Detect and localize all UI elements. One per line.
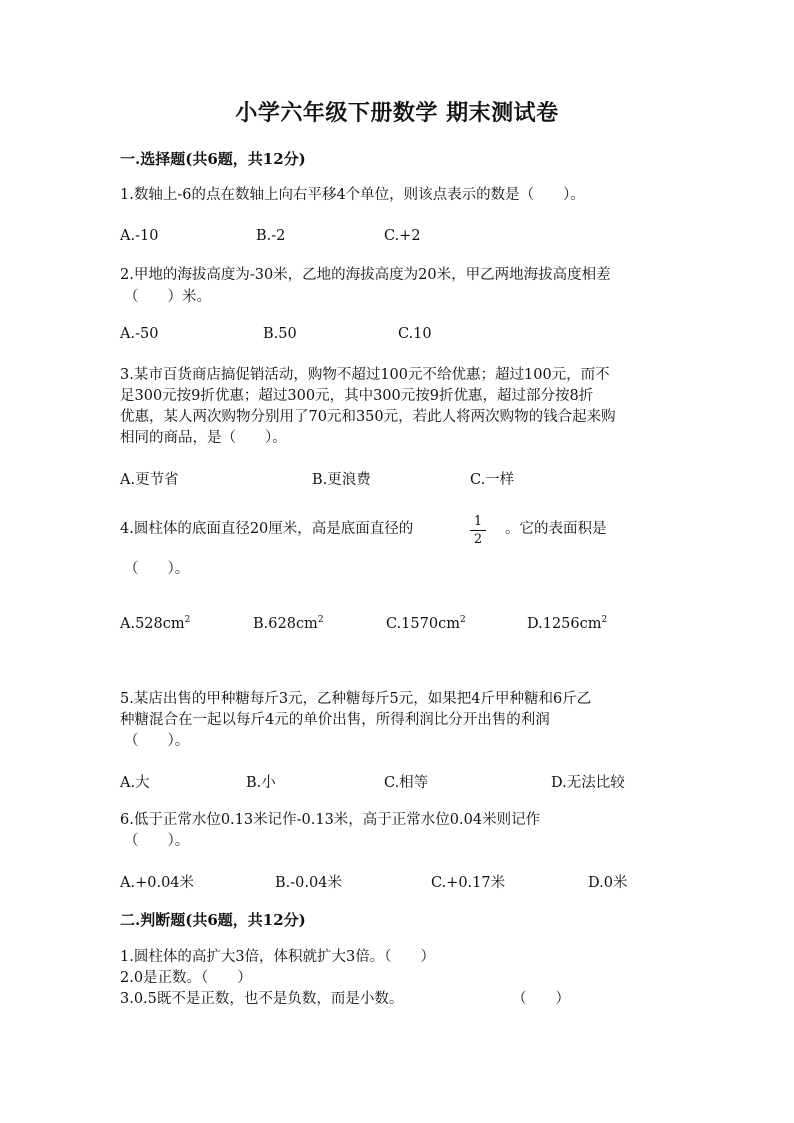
q4-option-c <box>386 616 466 632</box>
question-3-line-4: 相同的商品，是（ ）。 <box>120 430 287 446</box>
q4-option-a <box>120 616 190 632</box>
question-3-line-3: 优惠，某人两次购物分别用了70元和350元，若此人将两次购物的钱合起来购 <box>120 409 616 425</box>
q5-option-b: B.小 <box>246 775 276 791</box>
section-heading-judgement: 二.判断题(共6题，共12分) <box>120 911 306 929</box>
question-5-line-1: 5.某店出售的甲种糖每斤3元，乙种糖每斤5元，如果把4斤甲种糖和6斤乙 <box>120 691 592 707</box>
question-6-line-1: 6.低于正常水位0.13米记作-0.13米，高于正常水位0.04米则记作 <box>120 812 541 828</box>
fraction-denominator: 2 <box>473 532 483 547</box>
q6-option-c: C.+0.17米 <box>431 875 506 891</box>
q5-option-d: D.无法比较 <box>551 775 625 791</box>
fraction-bar <box>470 530 486 531</box>
q4-option-d-exponent: 2 <box>601 615 608 626</box>
q3-option-a: A.更节省 <box>120 472 179 488</box>
judgement-item-2: 2.0是正数。（ ） <box>120 970 252 986</box>
section-heading-choice: 一.选择题(共6题，共12分) <box>120 150 306 168</box>
judgement-item-1: 1.圆柱体的高扩大3倍，体积就扩大3倍。（ ） <box>120 949 436 965</box>
question-4-text-before: 4.圆柱体的底面直径20厘米，高是底面直径的 <box>120 521 414 537</box>
question-2-line-2: （ ）米。 <box>124 289 211 305</box>
q3-option-b: B.更浪费 <box>312 472 371 488</box>
q4-option-a-exponent: 2 <box>184 615 191 626</box>
question-5-line-2: 种糖混合在一起以每斤4元的单价出售，所得利润比分开出售的利润 <box>120 712 550 728</box>
judgement-item-3: 3.0.5既不是正数，也不是负数，而是小数。 <box>120 991 404 1007</box>
q1-option-a: A.-10 <box>120 228 159 244</box>
question-6-line-2: （ ）。 <box>124 833 190 849</box>
q2-option-c: C.10 <box>398 326 432 342</box>
q6-option-b: B.-0.04米 <box>275 875 342 891</box>
fraction-numerator: 1 <box>473 514 483 529</box>
question-4-line-2: （ ）。 <box>124 561 190 577</box>
q2-option-b: B.50 <box>263 326 297 342</box>
q5-option-c: C.相等 <box>384 775 429 791</box>
q4-option-b <box>253 616 324 632</box>
q1-option-b: B.-2 <box>256 228 286 244</box>
question-5-line-3: （ ）。 <box>124 733 190 749</box>
q6-option-a: A.+0.04米 <box>120 875 195 891</box>
q2-option-a: A.-50 <box>120 326 159 342</box>
question-2-line-1: 2.甲地的海拔高度为-30米，乙地的海拔高度为20米，甲乙两地海拔高度相差 <box>120 267 611 283</box>
question-1-text: 1.数轴上-6的点在数轴上向右平移4个单位，则该点表示的数是（ ）。 <box>120 187 585 203</box>
q5-option-a: A.大 <box>120 775 150 791</box>
q4-option-a-label: A.528cm <box>120 616 185 632</box>
q3-option-c: C.一样 <box>470 472 515 488</box>
fraction-one-half <box>470 514 486 547</box>
q1-option-c: C.+2 <box>384 228 421 244</box>
question-3-line-1: 3.某市百货商店搞促销活动，购物不超过100元不给优惠；超过100元，而不 <box>120 367 610 383</box>
q4-option-c-label: C.1570cm <box>386 616 460 632</box>
q4-option-c-exponent: 2 <box>459 615 466 626</box>
page-title: 小学六年级下册数学 期末测试卷 <box>235 100 559 126</box>
question-3-line-2: 足300元按9折优惠；超过300元，其中300元按9折优惠，超过部分按8折 <box>120 388 594 404</box>
question-4-text-after: 。它的表面积是 <box>505 521 607 537</box>
judgement-item-3-blank: （ ） <box>512 991 570 1007</box>
q4-option-b-exponent: 2 <box>317 615 324 626</box>
q4-option-d <box>527 616 607 632</box>
q6-option-d: D.0米 <box>588 875 628 891</box>
q4-option-b-label: B.628cm <box>253 616 318 632</box>
q4-option-d-label: D.1256cm <box>527 616 602 632</box>
